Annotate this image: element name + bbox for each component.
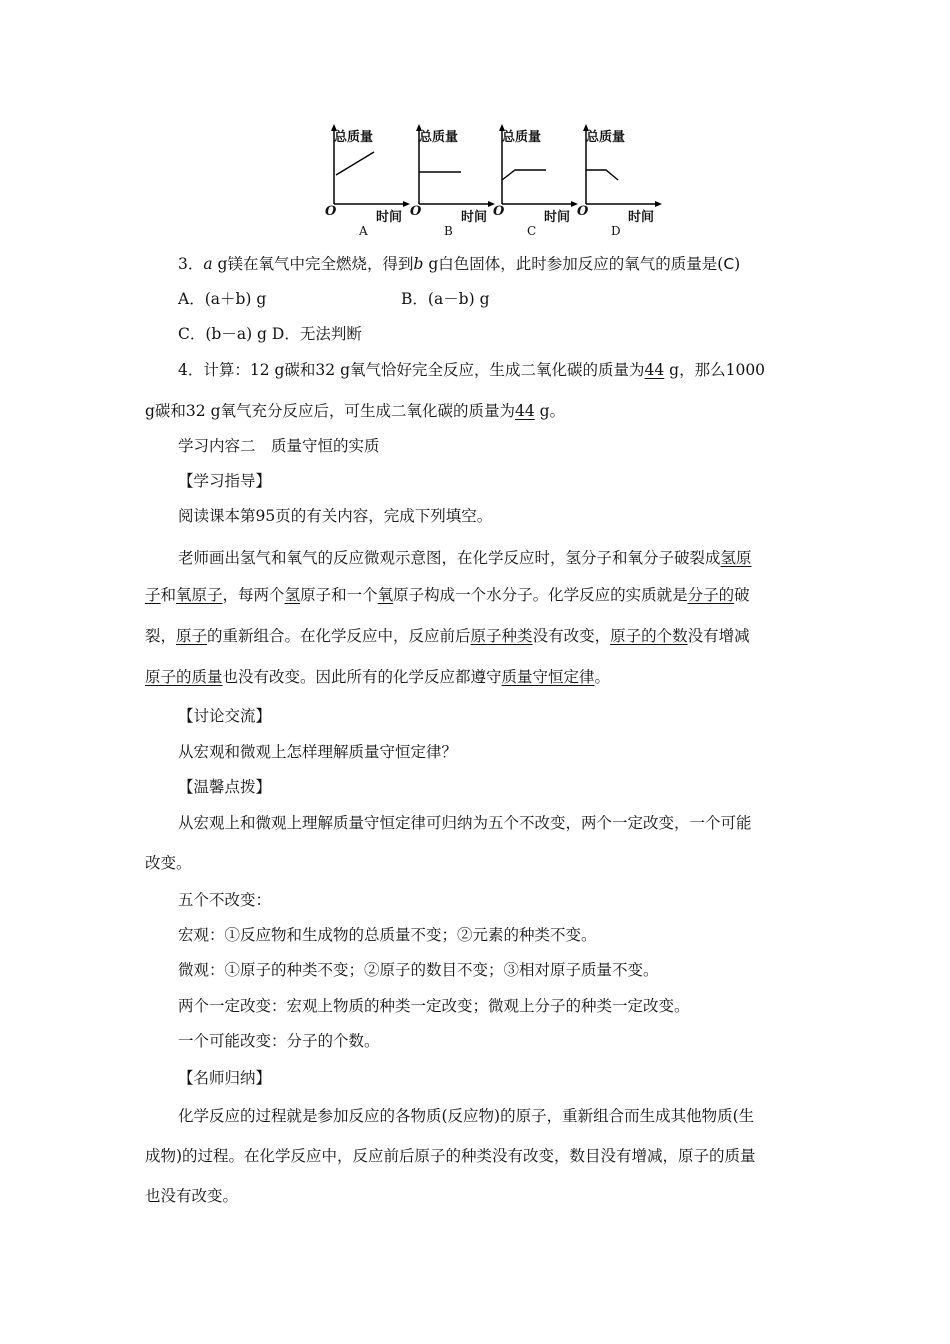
para1-text: ，每两个 — [222, 586, 285, 604]
section-title: 学习内容二 质量守恒的实质 — [178, 437, 380, 455]
para1-text: 和 — [160, 586, 177, 604]
graph-a-ylabel: 总质量 — [334, 130, 374, 145]
graph-c-xlabel: 时间 — [544, 210, 571, 225]
summary-line-3: 也没有改变。 — [145, 1187, 239, 1205]
micro-line: 微观：①原子的种类不变；②原子的数目不变；③相对原子质量不变。 — [178, 961, 659, 979]
graph-options — [320, 120, 680, 238]
q4-text-3: g碳和32 g氧气充分反应后，可生成二氧化碳的质量为 — [145, 402, 515, 420]
graph-d-curve — [586, 170, 618, 180]
q3-answer: C — [723, 255, 735, 273]
para1-text: 破 — [734, 586, 750, 604]
graph-d-ylabel: 总质量 — [586, 130, 626, 145]
q3-text-2: g白色固体，此时参加反应的氧气的质量是( — [423, 255, 724, 273]
question-3 — [178, 254, 740, 274]
q4-text-4: g。 — [534, 402, 566, 420]
blank-atom-count: 原子的个数 — [610, 627, 688, 645]
graph-c — [488, 120, 574, 238]
blank-o: 氧 — [377, 586, 394, 604]
one-may-change: 一个可能改变：分子的个数。 — [178, 1032, 380, 1050]
blank-h-atom-cont: 子 — [145, 586, 161, 604]
q3-text-3: ) — [734, 255, 741, 273]
macro-line: 宏观：①反应物和生成物的总质量不变；②元素的种类不变。 — [178, 926, 597, 944]
graph-d-letter: D — [611, 224, 621, 238]
q4-answer-2: 44 — [515, 402, 535, 420]
para1-text: 。 — [594, 668, 611, 686]
para1-text: 裂， — [145, 627, 177, 645]
graph-a — [320, 120, 406, 238]
q3-text-1: g镁在氧气中完全燃烧，得到 — [212, 255, 414, 273]
graph-a-origin: O — [325, 204, 337, 219]
q3-option-b: B．(a－b) g — [401, 290, 490, 308]
question-4-line-2 — [145, 401, 565, 421]
blank-h: 氢 — [284, 586, 301, 604]
q3-number: 3． — [178, 255, 204, 273]
para1-line-4 — [145, 667, 610, 687]
graph-d-origin: O — [577, 204, 589, 219]
tip-line-1: 从宏观上和微观上理解质量守恒定律可归纳为五个不改变，两个一定改变，一个可能 — [178, 814, 752, 832]
q3-var-a: a — [203, 255, 213, 273]
guide-heading: 【学习指导】 — [178, 472, 272, 490]
blank-law: 质量守恒定律 — [501, 668, 595, 686]
reading-instruction: 阅读课本第95页的有关内容，完成下列填空。 — [178, 507, 493, 525]
graph-c-letter: C — [527, 224, 537, 238]
para1-text: 也没有改变。因此所有的化学反应都遵守 — [222, 668, 502, 686]
blank-molecule: 分子的 — [687, 586, 735, 604]
tip-heading: 【温馨点拨】 — [178, 778, 272, 796]
graph-c-origin: O — [493, 204, 505, 219]
two-changed: 两个一定改变：宏观上物质的种类一定改变；微观上分子的种类一定改变。 — [178, 997, 690, 1015]
tip-line-2: 改变。 — [145, 854, 192, 872]
para1-text: 老师画出氢气和氧气的反应微观示意图，在化学反应时，氢分子和氧分子破裂成 — [178, 549, 721, 567]
graph-b — [405, 120, 491, 238]
q4-answer-1: 44 — [644, 361, 665, 379]
graph-c-ylabel: 总质量 — [502, 130, 542, 145]
blank-atom: 原子 — [176, 627, 208, 645]
q3-var-b: b — [413, 255, 424, 273]
blank-h-atom: 氢原 — [720, 549, 752, 567]
para1-text: 原子构成一个水分子。化学反应的实质就是 — [393, 586, 688, 604]
para1-line-3 — [145, 626, 750, 646]
discuss-heading: 【讨论交流】 — [178, 707, 272, 725]
graph-b-ylabel: 总质量 — [419, 130, 459, 145]
para1-text: 原子和一个 — [300, 586, 378, 604]
summary-heading: 【名师归纳】 — [178, 1069, 272, 1087]
graph-a-letter: A — [359, 224, 368, 238]
para1-text: 的重新组合。在化学反应中，反应前后 — [207, 627, 471, 645]
q3-options-cd: C．(b－a) g D．无法判断 — [178, 325, 362, 343]
para1-line-2 — [145, 585, 750, 605]
q4-text-1: 4．计算：12 g碳和32 g氧气恰好完全反应，生成二氧化碳的质量为 — [178, 361, 645, 379]
q4-text-2: g，那么1000 — [664, 361, 766, 379]
discuss-question: 从宏观和微观上怎样理解质量守恒定律？ — [178, 743, 458, 761]
para1-text: 没有增减 — [687, 627, 750, 645]
summary-line-2: 成物)的过程。在化学反应中，反应前后原子的种类没有改变，数目没有增减，原子的质量 — [145, 1147, 756, 1165]
q3-option-a: A．(a＋b) g — [178, 290, 267, 308]
question-4-line-1 — [178, 360, 765, 380]
summary-line-1: 化学反应的过程就是参加反应的各物质(反应物)的原子，重新组合而生成其他物质(生 — [178, 1107, 755, 1125]
five-unchanged: 五个不改变： — [178, 891, 272, 909]
graph-b-xlabel: 时间 — [461, 210, 488, 225]
para1-line-1 — [178, 548, 752, 568]
graph-a-xlabel: 时间 — [376, 210, 403, 225]
blank-atom-mass: 原子的质量 — [145, 668, 223, 686]
graph-c-curve — [502, 170, 546, 180]
graph-b-origin: O — [410, 204, 422, 219]
graph-d-xlabel: 时间 — [628, 210, 655, 225]
para1-text: 没有改变， — [532, 627, 611, 645]
graph-a-curve — [336, 152, 374, 175]
graph-d — [572, 120, 658, 238]
blank-o-atom: 氧原子 — [176, 586, 223, 604]
blank-atom-kind: 原子种类 — [470, 627, 533, 645]
graph-b-letter: B — [444, 224, 453, 238]
